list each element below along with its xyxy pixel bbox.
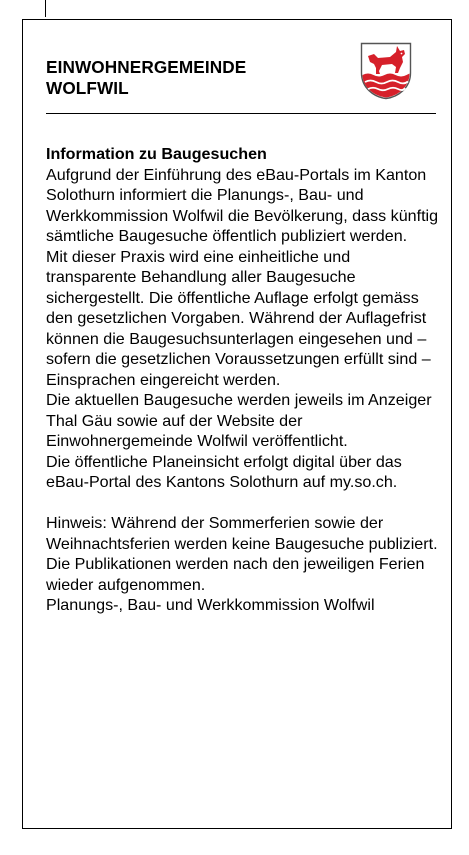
title-line-1: EINWOHNERGEMEINDE (46, 57, 247, 77)
notice-paragraph-1: Aufgrund der Einführung des eBau-Portals im Kanton Solothurn informiert die Planungs-, Bau- und Werkkommission Wolfwil die Bevölkerung, dass künftig sämtliche Baugesuche öffentlich publiziert werden. (46, 165, 439, 245)
crop-mark (45, 0, 46, 17)
notice-hint: Hinweis: Während der Sommerferien sowie der Weihnachtsferien werden keine Baugesuche publiziert. Die Publikationen werden nach den jeweiligen Ferien wieder aufgenommen. (46, 514, 438, 594)
paragraph-spacer (46, 493, 444, 514)
title-line-2: WOLFWIL (46, 78, 129, 98)
header-divider (46, 113, 436, 114)
municipality-title (46, 57, 246, 99)
wolf-crest-icon (360, 42, 412, 100)
notice-paragraph-3: Die aktuellen Baugesuche werden jeweils im Anzeiger Thal Gäu sowie auf der Website der Einwohnergemeinde Wolfwil veröffentlicht. (46, 391, 432, 450)
notice-paragraph-4: Die öffentliche Planeinsicht erfolgt digital über das eBau-Portal des Kantons Solothurn auf my.so.ch. (46, 452, 402, 491)
notice-signature: Planungs-, Bau- und Werkkommission Wolfwil (46, 596, 375, 614)
notice-paragraph-2: Mit dieser Praxis wird eine einheitliche und transparente Behandlung aller Baugesuche sichergestellt. Die öffentliche Auflage erfolgt gemäss den gesetzlichen Vorgaben. Während der Auflagefrist können die Baugesuchsunterlagen eingesehen und – sofern die gesetzlichen Voraussetzungen erfüllt sind – Einsprachen eingereicht werden. (46, 247, 431, 389)
notice-heading: Information zu Baugesuchen (46, 145, 267, 163)
notice-body (46, 144, 444, 616)
